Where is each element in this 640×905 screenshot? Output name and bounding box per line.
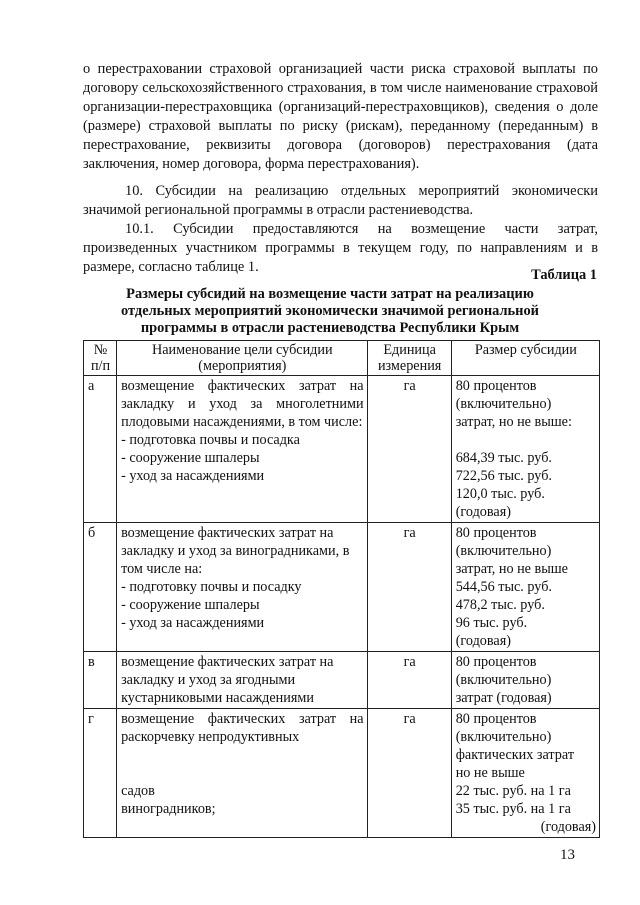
size-value: 22 тыс. руб. на 1 га [455, 783, 571, 799]
row-size [451, 709, 599, 838]
row-name-main: возмещение фактических затрат на закладку и уход за ягодными кустарниковыми насаждениями [121, 654, 334, 706]
row-num: г [84, 709, 117, 838]
size-text: 80 процентов [455, 525, 537, 541]
header-name: Наименование цели субсидии (мероприятия) [117, 341, 367, 376]
row-num: в [84, 652, 117, 709]
paragraph-reinsurance: о перестраховании страховой организацией части риска страховой выплаты по договору сельскохозяйственного страхования, в том числе наименование страховой организации-перестраховщика (организаций-перестраховщиков), сведения о доле (размере) страховой выплаты по риску (рискам), переданному (переданным) в перестрахование, реквизиты договора (договоров) перестрахования (дата заключения, номер договора, форма перестрахования). [83, 61, 598, 172]
row-name-main: возмещение фактических затрат на раскорчевку непродуктивных [121, 711, 364, 745]
row-name [117, 523, 367, 652]
size-value: 35 тыс. руб. на 1 га [455, 801, 571, 817]
table-title: Размеры субсидий на возмещение части затрат на реализацию отдельных мероприятий экономически значимой региональной программы в отрасли растениеводства Республики Крым [121, 286, 539, 336]
size-text: но не выше [455, 765, 525, 781]
size-value: (годовая) [540, 819, 596, 835]
row-size [451, 523, 599, 652]
size-value: 684,39 тыс. руб. [455, 450, 552, 466]
row-name-main: возмещение фактических затрат на закладку и уход за виноградниками, в том числе на: [121, 525, 350, 577]
row-name [117, 376, 367, 523]
row-size [451, 376, 599, 523]
row-num: б [84, 523, 117, 652]
size-text: фактических затрат [455, 747, 575, 763]
name-gap [121, 764, 363, 782]
row-item: - уход за насаждениями [121, 468, 265, 484]
paragraph-10: 10. Субсидии на реализацию отдельных мероприятий экономически значимой региональной программы в отрасли растениеводства. [83, 183, 598, 218]
row-item: - сооружение шпалеры [121, 450, 260, 466]
size-text: затрат (годовая) [455, 690, 552, 706]
size-text: затрат, но не выше [455, 561, 568, 577]
table-row [84, 709, 600, 838]
table-row [84, 652, 600, 709]
size-value: 120,0 тыс. руб. [455, 486, 545, 502]
row-item: садов [121, 783, 155, 799]
header-num: № п/п [84, 341, 117, 376]
size-value: 544,56 тыс. руб. [455, 579, 552, 595]
row-item: - подготовка почвы и посадка [121, 432, 300, 448]
header-unit: Единица измерения [367, 341, 451, 376]
size-text: (включительно) [455, 396, 552, 412]
table-row [84, 376, 600, 523]
size-gap [456, 431, 596, 449]
row-item: виноградников; [121, 801, 216, 817]
size-text: (включительно) [455, 672, 552, 688]
table-row [84, 523, 600, 652]
size-value: 478,2 тыс. руб. [455, 597, 545, 613]
size-value: (годовая) [455, 504, 511, 520]
size-text: (включительно) [455, 543, 552, 559]
row-unit: га [367, 652, 451, 709]
name-gap [121, 746, 363, 764]
paragraph-10-1: 10.1. Субсидии предоставляются на возмещение части затрат, произведенных участником программы в текущем году, по направлениям и в размере, согласно таблице 1. [83, 221, 598, 275]
row-item: - уход за насаждениями [121, 615, 265, 631]
row-size [451, 652, 599, 709]
page-number: 13 [560, 847, 575, 863]
row-unit: га [367, 376, 451, 523]
subsidy-table [83, 340, 600, 838]
size-value: (годовая) [455, 633, 511, 649]
table-label: Таблица 1 [531, 267, 597, 283]
size-text: (включительно) [455, 729, 552, 745]
row-name [117, 709, 367, 838]
size-text: 80 процентов [455, 378, 537, 394]
header-size: Размер субсидии [451, 341, 599, 376]
table-header-row [84, 341, 600, 376]
row-num: а [84, 376, 117, 523]
size-text: затрат, но не выше: [455, 414, 572, 430]
row-item: - сооружение шпалеры [121, 597, 260, 613]
row-unit: га [367, 523, 451, 652]
row-unit: га [367, 709, 451, 838]
row-name-main: возмещение фактических затрат на закладку и уход за многолетними плодовыми насаждениями, в том числе: [121, 378, 364, 430]
size-value: 96 тыс. руб. [455, 615, 528, 631]
size-value: 722,56 тыс. руб. [455, 468, 552, 484]
size-text: 80 процентов [455, 654, 537, 670]
row-item: - подготовку почвы и посадку [121, 579, 302, 595]
row-name [117, 652, 367, 709]
size-text: 80 процентов [455, 711, 537, 727]
